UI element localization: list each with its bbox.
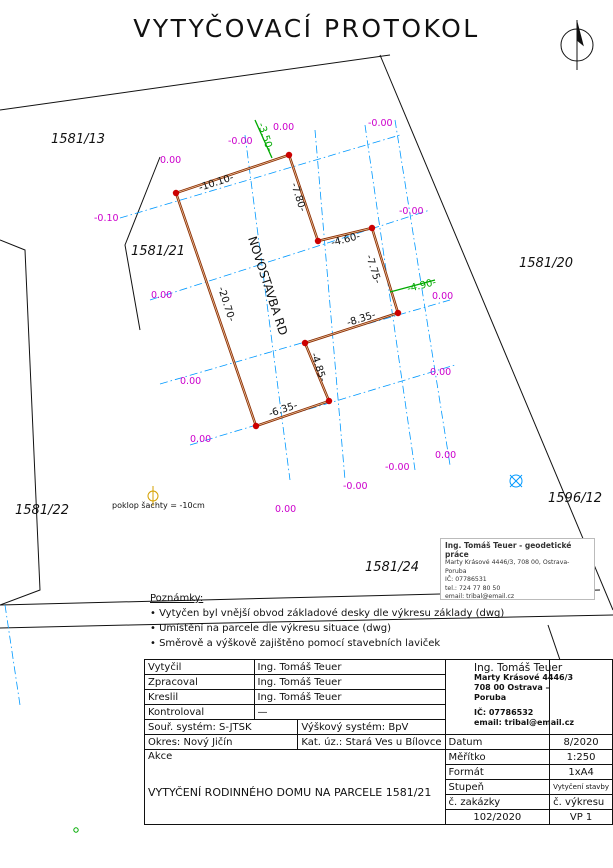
label-kreslil: Kreslil (145, 690, 255, 705)
company-address-2: 708 00 Ostrava – Poruba (474, 683, 550, 702)
offset-value: 0.00 (180, 376, 202, 387)
district: Okres: Nový Jičín (145, 735, 298, 750)
value-stupen: Vytyčení stavby (550, 780, 613, 795)
note-item: • Vytyčen byl vnější obvod základové desky dle výkresu základy (dwg) (150, 608, 505, 619)
corner-point (369, 225, 375, 231)
corner-point (173, 190, 179, 196)
dim-1: -10.10- (197, 172, 236, 194)
height-system: Výškový systém: BpV (298, 720, 445, 735)
parcel-1581-13: 1581/13 (51, 132, 106, 147)
dim-7: -6.35- (267, 400, 299, 420)
corner-point (253, 423, 259, 429)
value-kreslil: Ing. Tomáš Teuer (254, 690, 445, 705)
offset-value: 0.00 (430, 367, 452, 378)
corner-point (286, 152, 292, 158)
value-vykresu: VP 1 (550, 810, 613, 825)
value-zpracoval: Ing. Tomáš Teuer (254, 675, 445, 690)
corner-point (302, 340, 308, 346)
corner-point (326, 398, 332, 404)
north-arrow (561, 20, 593, 70)
building-label: NOVOSTAVBA RD (245, 234, 291, 338)
parcel-1581-21: 1581/21 (131, 244, 186, 259)
offset-value: -0.10 (94, 213, 119, 224)
offset-value: 0.00 (435, 450, 457, 461)
dim-2: -7.80- (288, 181, 308, 213)
offset-value: 0.00 (151, 290, 173, 301)
value-datum: 8/2020 (550, 735, 613, 750)
offset-value: 0.00 (190, 434, 212, 445)
offset-value: 0.00 (160, 155, 182, 166)
value-meritko: 1:250 (550, 750, 613, 765)
building-outline (173, 152, 401, 429)
shaft-note: poklop šachty = -10cm (112, 501, 205, 510)
company-info (474, 663, 576, 728)
dim-5: -8.35- (345, 309, 378, 329)
value-format: 1xA4 (550, 765, 613, 780)
offset-value: 0.00 (273, 122, 295, 133)
offset-value: -0.00 (399, 206, 424, 217)
note-item: • Umístění na parcele dle výkresu situace (dwg) (150, 623, 392, 634)
dim-4: -7.75- (363, 253, 383, 285)
offset-value: -0.00 (368, 118, 393, 129)
dim-6: -4.85- (308, 351, 328, 383)
parcel-1581-24: 1581/24 (365, 560, 420, 575)
parcel-1581-20: 1581/20 (519, 256, 574, 271)
company-name: Ing. Tomáš Teuer (474, 662, 563, 674)
dim-10: -4.90- (406, 277, 438, 295)
coord-system: Souř. systém: S-JTSK (145, 720, 298, 735)
stamp-email: email: tribal@email.cz (445, 593, 515, 600)
stamp-phone: tel.: 724 77 80 50 (445, 584, 501, 592)
label-zpracoval: Zpracoval (145, 675, 255, 690)
offset-value: 0.00 (432, 291, 454, 302)
value-kontroloval: — (254, 705, 445, 720)
label-akce: Akce (148, 751, 173, 762)
offset-value: 0.00 (275, 504, 297, 515)
origin-marker (74, 828, 78, 832)
value-akce: VYTYČENÍ RODINNÉHO DOMU NA PARCELE 1581/21 (148, 786, 432, 799)
value-zakazky: 102/2020 (445, 810, 550, 825)
label-format: Formát (445, 765, 550, 780)
notes-heading: Poznámky: (150, 593, 204, 604)
note-item: • Směrově a výškově zajištěno pomocí stavebních laviček (150, 638, 441, 649)
boundary-right (380, 55, 613, 610)
label-vykresu: č. výkresu (550, 795, 613, 810)
offset-value: -0.00 (385, 462, 410, 473)
value-vytycil: Ing. Tomáš Teuer (254, 660, 445, 675)
company-ic: IČ: 07786532 (474, 708, 534, 717)
label-zakazky: č. zakázky (445, 795, 550, 810)
stamp-address: Marty Krásové 4446/3, 708 00, Ostrava-Poruba (445, 559, 570, 575)
dim-9: -3.50- (255, 121, 275, 153)
corner-points (173, 152, 401, 429)
dim-8: -20.70- (215, 285, 237, 324)
parcel-1596-12: 1596/12 (548, 491, 603, 506)
akce-cell (145, 750, 446, 825)
corner-point (315, 238, 321, 244)
dim-3: -4.60- (330, 231, 362, 249)
offset-value: -0.00 (343, 481, 368, 492)
company-address-1: Marty Krásové 4446/3 (474, 673, 574, 682)
survey-point (510, 475, 522, 487)
stamp-name: Ing. Tomáš Teuer - geodetické práce (445, 541, 572, 559)
label-stupen: Stupeň (445, 780, 550, 795)
label-vytycil: Vytyčil (145, 660, 255, 675)
stamp-ic: IČ: 07786531 (445, 576, 487, 583)
notes-block (150, 591, 504, 651)
offset-value: -0.00 (228, 136, 253, 147)
label-meritko: Měřítko (445, 750, 550, 765)
label-kontroloval: Kontroloval (145, 705, 255, 720)
company-email: email: tribal@email.cz (474, 718, 575, 727)
label-datum: Datum (445, 735, 550, 750)
corner-point (395, 310, 401, 316)
cadastral-area: Kat. úz.: Stará Ves u Bílovce (298, 735, 445, 750)
parcel-1581-22: 1581/22 (15, 503, 70, 518)
drawing-title: VYTYČOVACÍ PROTOKOL (133, 14, 480, 43)
